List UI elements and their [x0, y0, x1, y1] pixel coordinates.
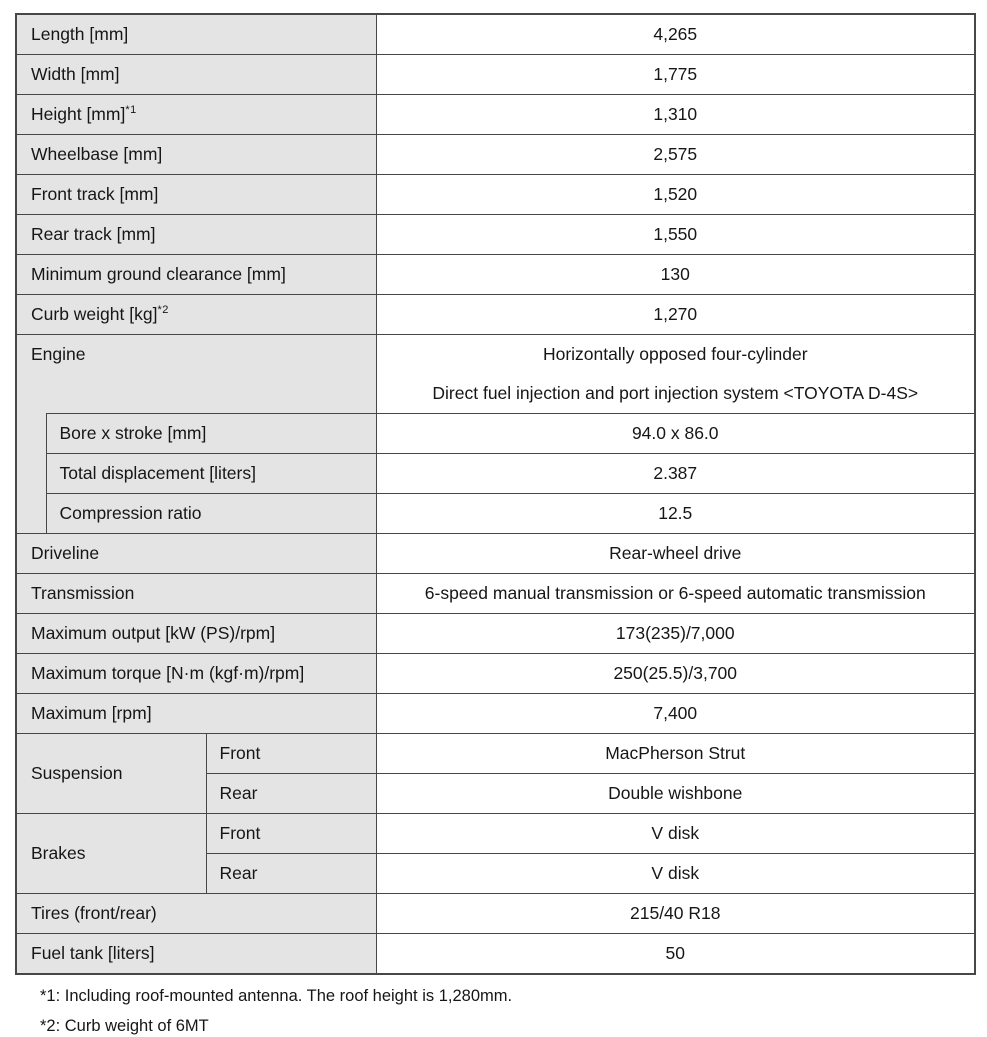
spec-label-text: Front track [mm] [31, 184, 159, 205]
engine-indent-cell [16, 454, 46, 494]
row-height [16, 95, 975, 135]
row-length [16, 14, 975, 55]
row-curb-weight [16, 295, 975, 335]
spec-label-text: Maximum [rpm] [31, 703, 152, 724]
spec-value: MacPherson Strut [376, 734, 975, 774]
spec-label [16, 894, 376, 934]
spec-label [16, 175, 376, 215]
spec-label-text: Wheelbase [mm] [31, 144, 163, 165]
spec-value: Double wishbone [376, 774, 975, 814]
spec-label-text: Maximum torque [N·m (kgf·m)/rpm] [31, 663, 305, 684]
row-engine-bore-stroke [16, 414, 975, 454]
footnotes [40, 988, 987, 1035]
footnote-marker: *1 [125, 104, 137, 117]
spec-label-text: Width [mm] [31, 64, 120, 85]
spec-sublabel-front: Front [206, 814, 376, 854]
spec-label-text: Driveline [31, 543, 100, 564]
engine-indent-cell [16, 414, 46, 454]
spec-label [16, 694, 376, 734]
spec-value: 4,265 [376, 14, 975, 55]
row-suspension-front [16, 734, 975, 774]
spec-label-text: Minimum ground clearance [mm] [31, 264, 286, 285]
spec-sublabel-front: Front [206, 734, 376, 774]
spec-label [16, 255, 376, 295]
row-fuel-tank [16, 934, 975, 975]
spec-value: 50 [376, 934, 975, 975]
row-max-torque [16, 654, 975, 694]
spec-label-text: Tires (front/rear) [31, 903, 157, 924]
spec-label-text: Length [mm] [31, 24, 129, 45]
row-tires [16, 894, 975, 934]
spec-value: V disk [376, 854, 975, 894]
row-max-output [16, 614, 975, 654]
spec-value: Rear-wheel drive [376, 534, 975, 574]
spec-label [16, 654, 376, 694]
spec-value: 2,575 [376, 135, 975, 175]
spec-label [16, 574, 376, 614]
row-engine-compression [16, 494, 975, 534]
spec-label-suspension: Suspension [16, 734, 206, 814]
spec-sublabel-rear: Rear [206, 774, 376, 814]
row-max-rpm [16, 694, 975, 734]
spec-label [16, 295, 376, 335]
spec-label-text: Fuel tank [liters] [31, 943, 155, 964]
spec-value: 7,400 [376, 694, 975, 734]
spec-label [16, 135, 376, 175]
spec-label-engine [16, 335, 376, 414]
row-front-track [16, 175, 975, 215]
spec-sheet-page [0, 13, 987, 1037]
spec-label-text: Transmission [31, 583, 135, 604]
spec-value: 1,270 [376, 295, 975, 335]
spec-label [16, 534, 376, 574]
footnote-1: *1: Including roof-mounted antenna. The roof height is 1,280mm. [40, 987, 513, 1005]
spec-label-brakes: Brakes [16, 814, 206, 894]
spec-label [16, 215, 376, 255]
engine-indent-cell [16, 494, 46, 534]
row-brakes-front [16, 814, 975, 854]
spec-label-text: Engine [31, 344, 86, 364]
spec-label-text: Curb weight [kg] [31, 304, 158, 325]
spec-value: 250(25.5)/3,700 [376, 654, 975, 694]
spec-label [16, 934, 376, 975]
spec-label [16, 14, 376, 55]
spec-label-text: Height [mm] [31, 104, 126, 125]
row-driveline [16, 534, 975, 574]
spec-label [16, 614, 376, 654]
spec-sublabel: Compression ratio [46, 494, 376, 534]
spec-value: 130 [376, 255, 975, 295]
spec-value: 2.387 [376, 454, 975, 494]
footnote-marker: *2 [157, 304, 169, 317]
spec-label [16, 95, 376, 135]
spec-sublabel: Total displacement [liters] [46, 454, 376, 494]
spec-label [16, 55, 376, 95]
spec-sublabel: Bore x stroke [mm] [46, 414, 376, 454]
row-ground-clearance [16, 255, 975, 295]
row-wheelbase [16, 135, 975, 175]
spec-label-text: Maximum output [kW (PS)/rpm] [31, 623, 276, 644]
footnote-2: *2: Curb weight of 6MT [40, 1017, 209, 1035]
spec-value: 1,550 [376, 215, 975, 255]
row-engine [16, 335, 975, 414]
row-transmission [16, 574, 975, 614]
row-rear-track [16, 215, 975, 255]
spec-table [15, 13, 976, 975]
spec-value: 12.5 [376, 494, 975, 534]
spec-value: 173(235)/7,000 [376, 614, 975, 654]
spec-value: 94.0 x 86.0 [376, 414, 975, 454]
row-width [16, 55, 975, 95]
spec-value: 1,310 [376, 95, 975, 135]
row-engine-displacement [16, 454, 975, 494]
spec-value: 1,520 [376, 175, 975, 215]
spec-sublabel-rear: Rear [206, 854, 376, 894]
spec-value: 215/40 R18 [376, 894, 975, 934]
spec-value: 1,775 [376, 55, 975, 95]
spec-value: V disk [376, 814, 975, 854]
spec-label-text: Rear track [mm] [31, 224, 156, 245]
engine-value-line2: Direct fuel injection and port injection system <TOYOTA D-4S> [432, 383, 919, 403]
engine-value-line1: Horizontally opposed four-cylinder [542, 344, 808, 364]
spec-value-engine [376, 335, 975, 414]
spec-value: 6-speed manual transmission or 6-speed automatic transmission [376, 574, 975, 614]
